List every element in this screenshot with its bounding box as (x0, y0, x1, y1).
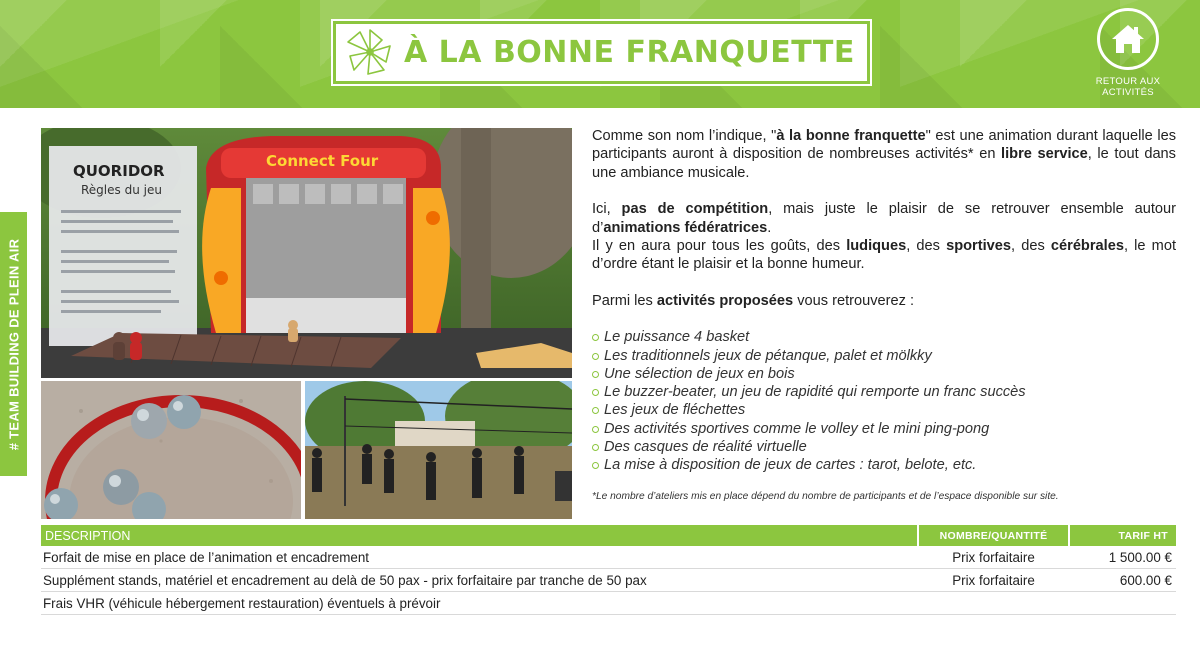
photo-connect-four (41, 128, 572, 378)
pinwheel-logo-icon (340, 24, 400, 81)
table-row (41, 546, 1176, 569)
description-paragraph-4: Parmi les activités proposées vous retrouverez : (592, 292, 915, 309)
header-band (0, 0, 1200, 108)
row-quantity: Prix forfaitaire (952, 549, 1035, 565)
list-item: Les jeux de fléchettes (592, 401, 1176, 419)
header-quantity: NOMBRE/QUANTITÉ (919, 525, 1068, 546)
row-quantity: Prix forfaitaire (952, 572, 1035, 588)
row-description: Supplément stands, matériel et encadrement au delà de 50 pax - prix forfaitaire par tranche de 50 pax (43, 572, 647, 588)
pricing-table (41, 525, 1176, 615)
list-item: Les traditionnels jeux de pétanque, palet et mölkky (592, 347, 1176, 365)
table-row (41, 569, 1176, 592)
table-row (41, 592, 1176, 615)
side-tab-label: # TEAM BUILDING DE PLEIN AIR (6, 238, 22, 450)
list-item: Une sélection de jeux en bois (592, 365, 1176, 383)
list-item: Le puissance 4 basket (592, 328, 1176, 346)
title-box (333, 21, 870, 84)
quoridor-sign-subtitle: Règles du jeu (81, 183, 162, 197)
header-price: TARIF HT (1070, 525, 1176, 546)
description-paragraph-2: Ici, pas de compétition, mais juste le plaisir de se retrouver ensemble autour d’animations fédératrices. (592, 201, 1177, 236)
header-description: DESCRIPTION (41, 525, 917, 546)
back-to-activities-button[interactable] (1090, 8, 1166, 98)
row-description: Frais VHR (véhicule hébergement restauration) éventuels à prévoir (43, 595, 441, 611)
row-price: 600.00 € (1119, 572, 1172, 588)
list-item: La mise à disposition de jeux de cartes : tarot, belote, etc. (592, 456, 1176, 474)
home-label[interactable]: RETOUR AUX ACTIVITÉS (1095, 76, 1161, 98)
list-item: Le buzzer-beater, un jeu de rapidité qui remporte un franc succès (592, 383, 1176, 401)
home-button-circle[interactable] (1097, 8, 1159, 70)
description-paragraph-1: Comme son nom l’indique, "à la bonne franquette" est une animation durant laquelle les participants auront à disposition de nombreuses activités* en libre service, le tout dans une ambiance musicale. (592, 128, 1176, 181)
activity-list (592, 328, 1176, 474)
description-paragraph-3: Il y en aura pour tous les goûts, des ludiques, des sportives, des cérébrales, le mot d’ordre étant le plaisir et la bonne humeur. (592, 238, 1176, 273)
row-price (1068, 592, 1176, 614)
photo-volleyball (305, 381, 572, 519)
table-header (41, 525, 1176, 546)
photo-petanque (41, 381, 301, 519)
list-item: Des activités sportives comme le volley et le mini ping-pong (592, 420, 1176, 438)
activity-description (592, 127, 1176, 475)
row-description: Forfait de mise en place de l’animation et encadrement (43, 549, 370, 565)
side-category-tab (0, 212, 27, 476)
page-title: À LA BONNE FRANQUETTE (404, 35, 855, 70)
inflatable-banner-text: Connect Four (266, 152, 379, 170)
list-item: Des casques de réalité virtuelle (592, 438, 1176, 456)
home-icon (1110, 22, 1146, 56)
row-quantity (917, 592, 1068, 614)
row-price: 1 500.00 € (1108, 549, 1172, 565)
quoridor-sign-title: QUORIDOR (73, 162, 165, 180)
footnote: *Le nombre d’ateliers mis en place dépend du nombre de participants et de l’espace disponible sur site. (592, 491, 1059, 502)
